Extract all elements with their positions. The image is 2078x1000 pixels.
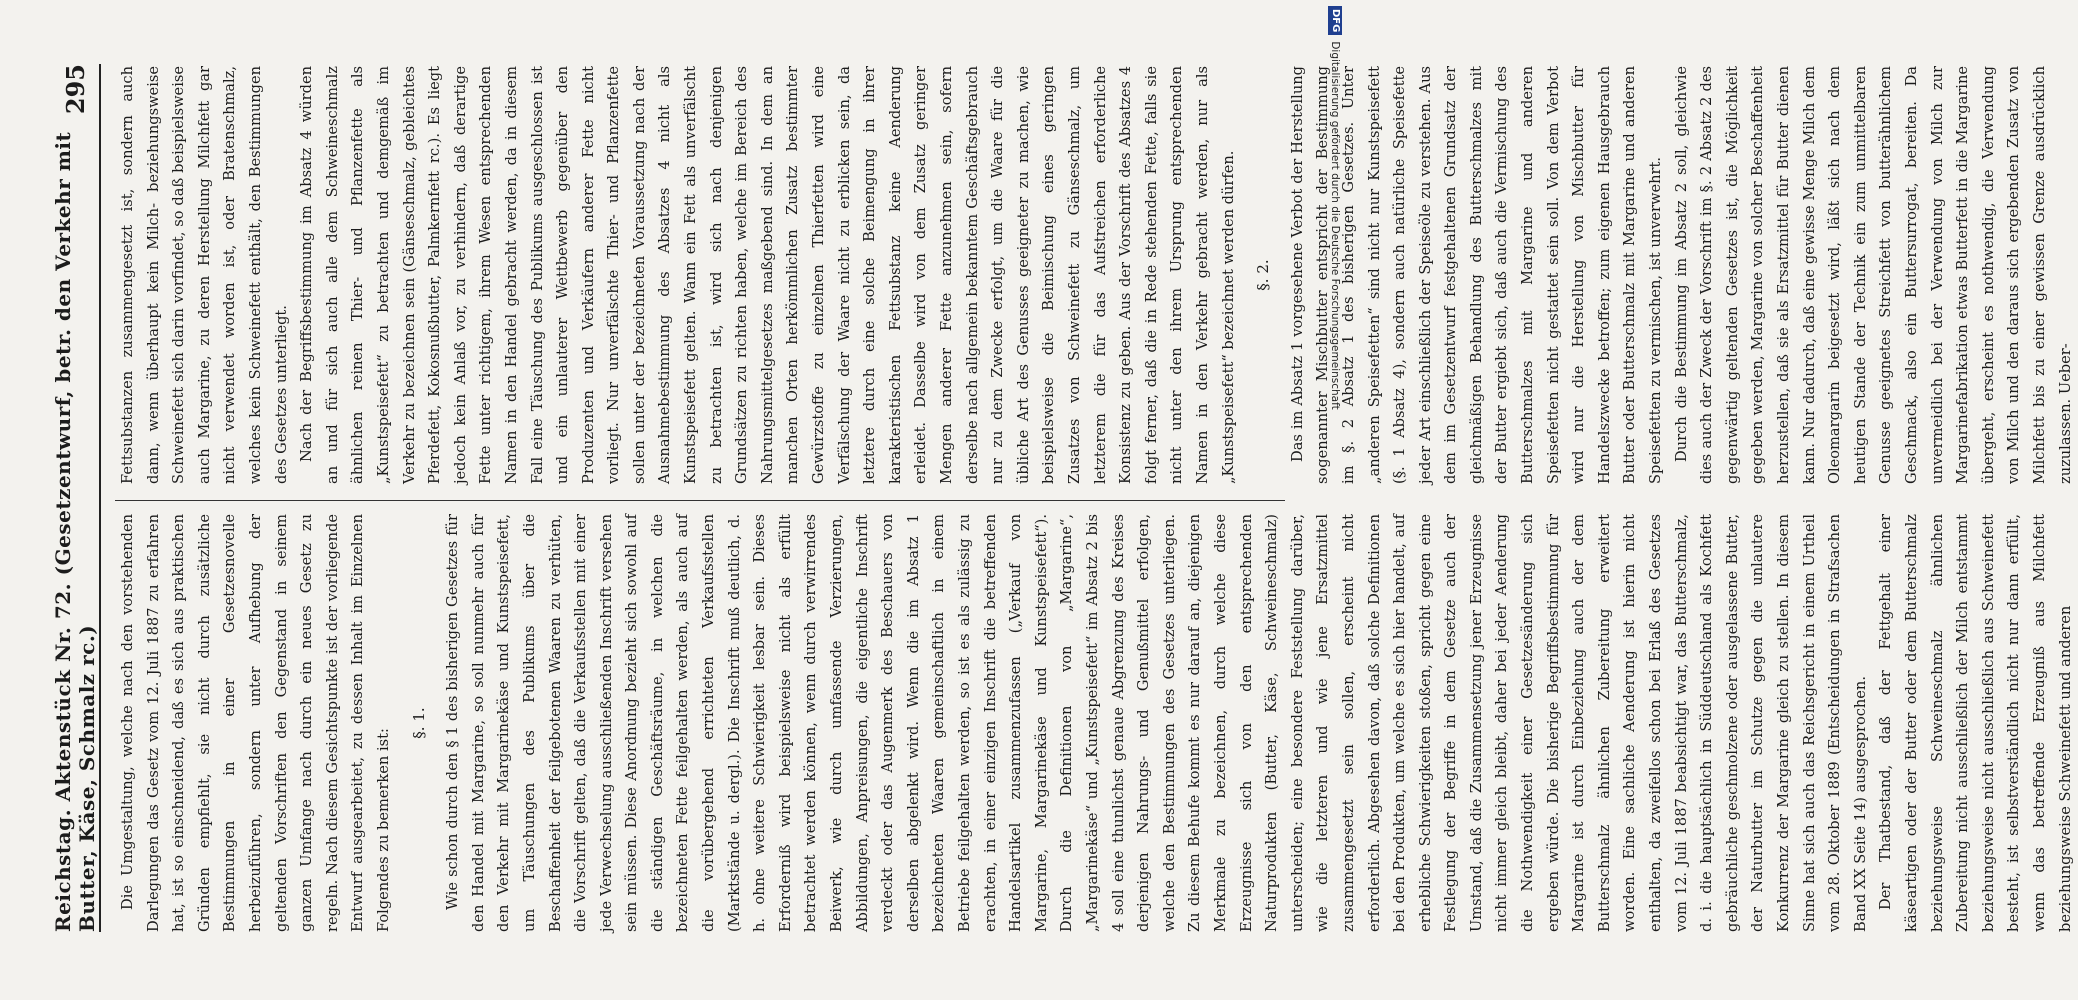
section-heading: §. 1.	[409, 707, 428, 739]
paragraph: Nach der Begriffsbestimmung im Absatz 4 würden an und für sich auch alle dem Schweineschmalz ähnlichen reinen Thier- und Pflanzenfette als „Kunstspeisefett“ zu betrachten und demgemäß im Verkehr zu bezeichnen sein (Gänseschmalz, gebleichtes Pferdefett, Kokosnußbutter, Palmkernfett rc.). Es liegt jedoch kein Anlaß vor, zu verhindern, daß derartige Fette unter richtigem, ihrem Wesen entsprechenden Namen in den Handel gebracht werden, da in diesem Fall eine Täuschung des Publikums ausgeschlossen ist und ein unlauterer Wettbewerb gegenüber den Produzenten und Verkäufern anderer Fette nicht vorliegt. Nur unverfälschte Thier- und Pflanzenfette sollen unter der bezeichneten Voraussetzung nach der Ausnahmebestimmung des Absatzes 4 nicht als Kunstspeisefett gelten. Wann ein Fett als unverfälscht zu betrachten ist, wird sich nach denjenigen Grundsätzen zu richten haben, welche im Bereich des Nahrungsmittelgesetzes maßgebend sind. In dem an manchen Orten herkömmlichen Zusatz bestimmter Gewürzstoffe zu einzelnen Thierfetten wird eine Verfälschung der Waare nicht zu erblicken sein, da letztere durch eine solche Beimengung in ihrer karakteristischen Fettsubstanz keine Aenderung erleidet. Dasselbe wird von dem Zusatz geringer Mengen anderer Fette anzunehmen sein, sofern derselbe nach allgemein bekanntem Geschäftsgebrauch nur zu dem Zwecke erfolgt, um die Waare für die übliche Art des Genusses geeigneter zu machen, wie beispielsweise die Beimischung eines geringen Zusatzes von Schweinefett zu Gänseschmalz, um letzterem die für das Aufstreichen erforderliche Konsistenz zu geben. Aus der Vorschrift des Absatzes 4 folgt ferner, daß die in Rede stehenden Fette, falls sie nicht unter den ihrem Ursprung entsprechenden Namen in den Verkehr gebracht werden, nur als „Kunstspeisefett“ bezeichnet werden dürfen.	[298, 66, 1237, 484]
page-header	[51, 64, 101, 932]
dfg-logo: DFG	[1328, 6, 1342, 35]
paragraph: Durch die Bestimmung im Absatz 2 soll, gleichwie dies auch der Zweck der Vorschrift im §. 2 Absatz 2 des gegenwärtig geltenden Gesetzes ist, die Möglichkeit gegeben werden, Margarine von solcher Beschaffenheit herzustellen, daß sie als Ersatzmittel für Butter dienen kann. Nur dadurch, daß eine gewisse Menge Milch dem Oleomargarin beigesetzt wird, läßt sich nach dem heutigen Stande der Technik ein zum unmittelbaren Genusse geeignetes Streichfett von butterähnlichem Geschmack, also ein Buttersurrogat, bereiten. Da unvermeidlich bei der Verwendung von Milch zur Margarinefabrikation etwas Butterfett in die Margarine übergeht, erscheint es nothwendig, die Verwendung von Milch und den daraus sich ergebenden Zusatz von Milchfett bis zu einer gewissen Grenze ausdrücklich zuzulassen. Ueber-	[1672, 66, 2074, 484]
left-column	[115, 514, 2078, 932]
paragraph: Fettsubstanzen zusammengesetzt ist, sondern auch dann, wenn überhaupt kein Milch- beziehungsweise Schweinefett sich darin vorfindet, so daß beispielsweise auch Margarine, zu deren Herstellung Milchfett gar nicht verwendet worden ist, oder Bratenschmalz, welches kein Schweinefett enthält, den Bestimmungen des Gesetzes unterliegt.	[119, 66, 290, 484]
page-number: 295	[60, 64, 90, 115]
paragraph: Die Umgestaltung, welche nach den vorstehenden Darlegungen das Gesetz vom 12. Juli 1887 zu erfahren hat, ist so einschneidend, daß es sich aus praktischen Gründen empfiehlt, sie nicht durch zusätzliche Bestimmungen in einer Gesetzesnovelle herbeizuführen, sondern unter Aufhebung der geltenden Vorschriften den Gegenstand in seinem ganzen Umfange nach durch ein neues Gesetz zu regeln. Nach diesem Gesichtspunkte ist der vorliegende Entwurf ausgearbeitet, zu dessen Inhalt im Einzelnen Folgendes zu bemerken ist:	[119, 514, 392, 932]
right-column	[115, 66, 2078, 484]
paragraph: Wie schon durch den § 1 des bisherigen Gesetzes für den Handel mit Margarine, so soll nunmehr auch für den Verkehr mit Margarinekäse und Kunstspeisefett, um Täuschungen des Publikums über die Beschaffenheit der feilgebotenen Waaren zu verhüten, die Vorschrift gelten, daß die Verkaufsstellen mit einer jede Verwechselung ausschließenden Inschrift versehen sein müssen. Diese Anordnung bezieht sich sowohl auf die ständigen Geschäftsräume, in welchen die bezeichneten Fette feilgehalten werden, als auch auf die vorübergehend errichteten Verkaufsstellen (Marktstände u. dergl.). Die Inschrift muß deutlich, d. h. ohne weitere Schwierigkeit lesbar sein. Dieses Erforderniß wird beispielsweise nicht als erfüllt betrachtet werden können, wenn durch verwirrendes Beiwerk, wie durch umfassende Verzierungen, Abbildungen, Anpreisungen, die eigentliche Inschrift verdeckt oder das Augenmerk des Beschauers von derselben abgelenkt wird. Wenn die im Absatz 1 bezeichneten Waaren gemeinschaftlich in einem Betriebe feilgehalten werden, so ist es als zulässig zu erachten, in einer einzigen Inschrift die betreffenden Handelsartikel zusammenzufassen („Verkauf von Margarine, Margarinekäse und Kunstspeisefett“). Durch die Definitionen von „Margarine“, „Margarinekäse“ und „Kunstspeisefett“ im Absatz 2 bis 4 soll eine thunlichst genaue Abgrenzung des Kreises derjenigen Nahrungs- und Genußmittel erfolgen, welche den Bestimmungen des Gesetzes unterliegen. Zu diesem Behufe kommt es nur darauf an, diejenigen Merkmale zu bezeichnen, durch welche diese Erzeugnisse sich von den entsprechenden Naturprodukten (Butter, Käse, Schweineschmalz) unterscheiden; eine besondere Feststellung darüber, wie die letzteren und wie jene Ersatzmittel zusammengesetzt sein sollen, erscheint nicht erforderlich. Abgesehen davon, daß solche Definitionen bei den Produkten, um welche es sich hier handelt, auf erhebliche Schwierigkeiten stoßen, spricht gegen eine Festlegung der Begriffe in dem Gesetze auch der Umstand, daß die Zusammensetzung jener Erzeugnisse nicht immer gleich bleibt, daher bei jeder Aenderung die Nothwendigkeit einer Gesetzesänderung sich ergeben würde. Die bisherige Begriffsbestimmung für Margarine ist durch Einbeziehung auch der dem Butterschmalz ähnlichen Zubereitung erweitert worden. Eine sachliche Aenderung ist hierin nicht enthalten, da zweifellos schon bei Erlaß des Gesetzes vom 12. Juli 1887 beabsichtigt war, das Butterschmalz, d. i. die hauptsächlich in Süddeutschland als Kochfett gebräuchliche geschmolzene oder ausgelassene Butter, der Naturbutter im Schutze gegen die unlautere Konkurrenz der Margarine gleich zu stellen. In diesem Sinne hat sich auch das Reichsgericht in einem Urtheil vom 28. Oktober 1889 (Entscheidungen in Strafsachen Band XX Seite 14) ausgesprochen.	[444, 514, 1869, 932]
digitization-credit	[1321, 6, 1349, 996]
credit-text: Digitalisierung gefördert durch die Deutsche Forschungsgemeinschaft	[1329, 41, 1341, 410]
section-heading: §. 2.	[1254, 259, 1273, 291]
paragraph: Der Thatbestand, daß der Fettgehalt einer käseartigen oder der Butter oder dem Butterschmalz beziehungsweise Schweineschmalz ähnlichen Zubereitung nicht ausschließlich der Milch entstammt beziehungsweise nicht ausschließlich aus Schweinefett besteht, ist selbstverständlich nicht nur dann erfüllt, wenn das betreffende Erzeugniß aus Milchfett beziehungsweise Schweinefett und anderen	[1877, 514, 2074, 932]
column-divider	[115, 500, 1285, 501]
paragraph: Das im Absatz 1 vorgesehene Verbot der Herstellung sogenannter Mischbutter entspricht der Bestimmung im §. 2 Absatz 1 des bisherigen Gesetzes. Unter „anderen Speisefetten“ sind nicht nur Kunstspeisefett (§. 1 Absatz 4), sondern auch natürliche Speisefette jeder Art einschließlich der Speiseöle zu verstehen. Aus dem im Gesetzentwurf festgehaltenen Grundsatz der gleichmäßigen Behandlung des Butterschmalzes mit der Butter ergiebt sich, daß auch die Vermischung des Butterschmalzes mit Margarine und anderen Speisefetten nicht gestattet sein soll. Von dem Verbot wird nur die Herstellung von Mischbutter für Handelszwecke betroffen; zum eigenen Hausgebrauch Butter oder Butterschmalz mit Margarine und anderen Speisefetten zu vermischen, ist unverwehrt.	[1288, 66, 1665, 484]
running-head: Reichstag. Aktenstück Nr. 72. (Gesetzentwurf, betr. den Verkehr mit Butter, Käse, Schmalz rc.)	[51, 131, 99, 932]
